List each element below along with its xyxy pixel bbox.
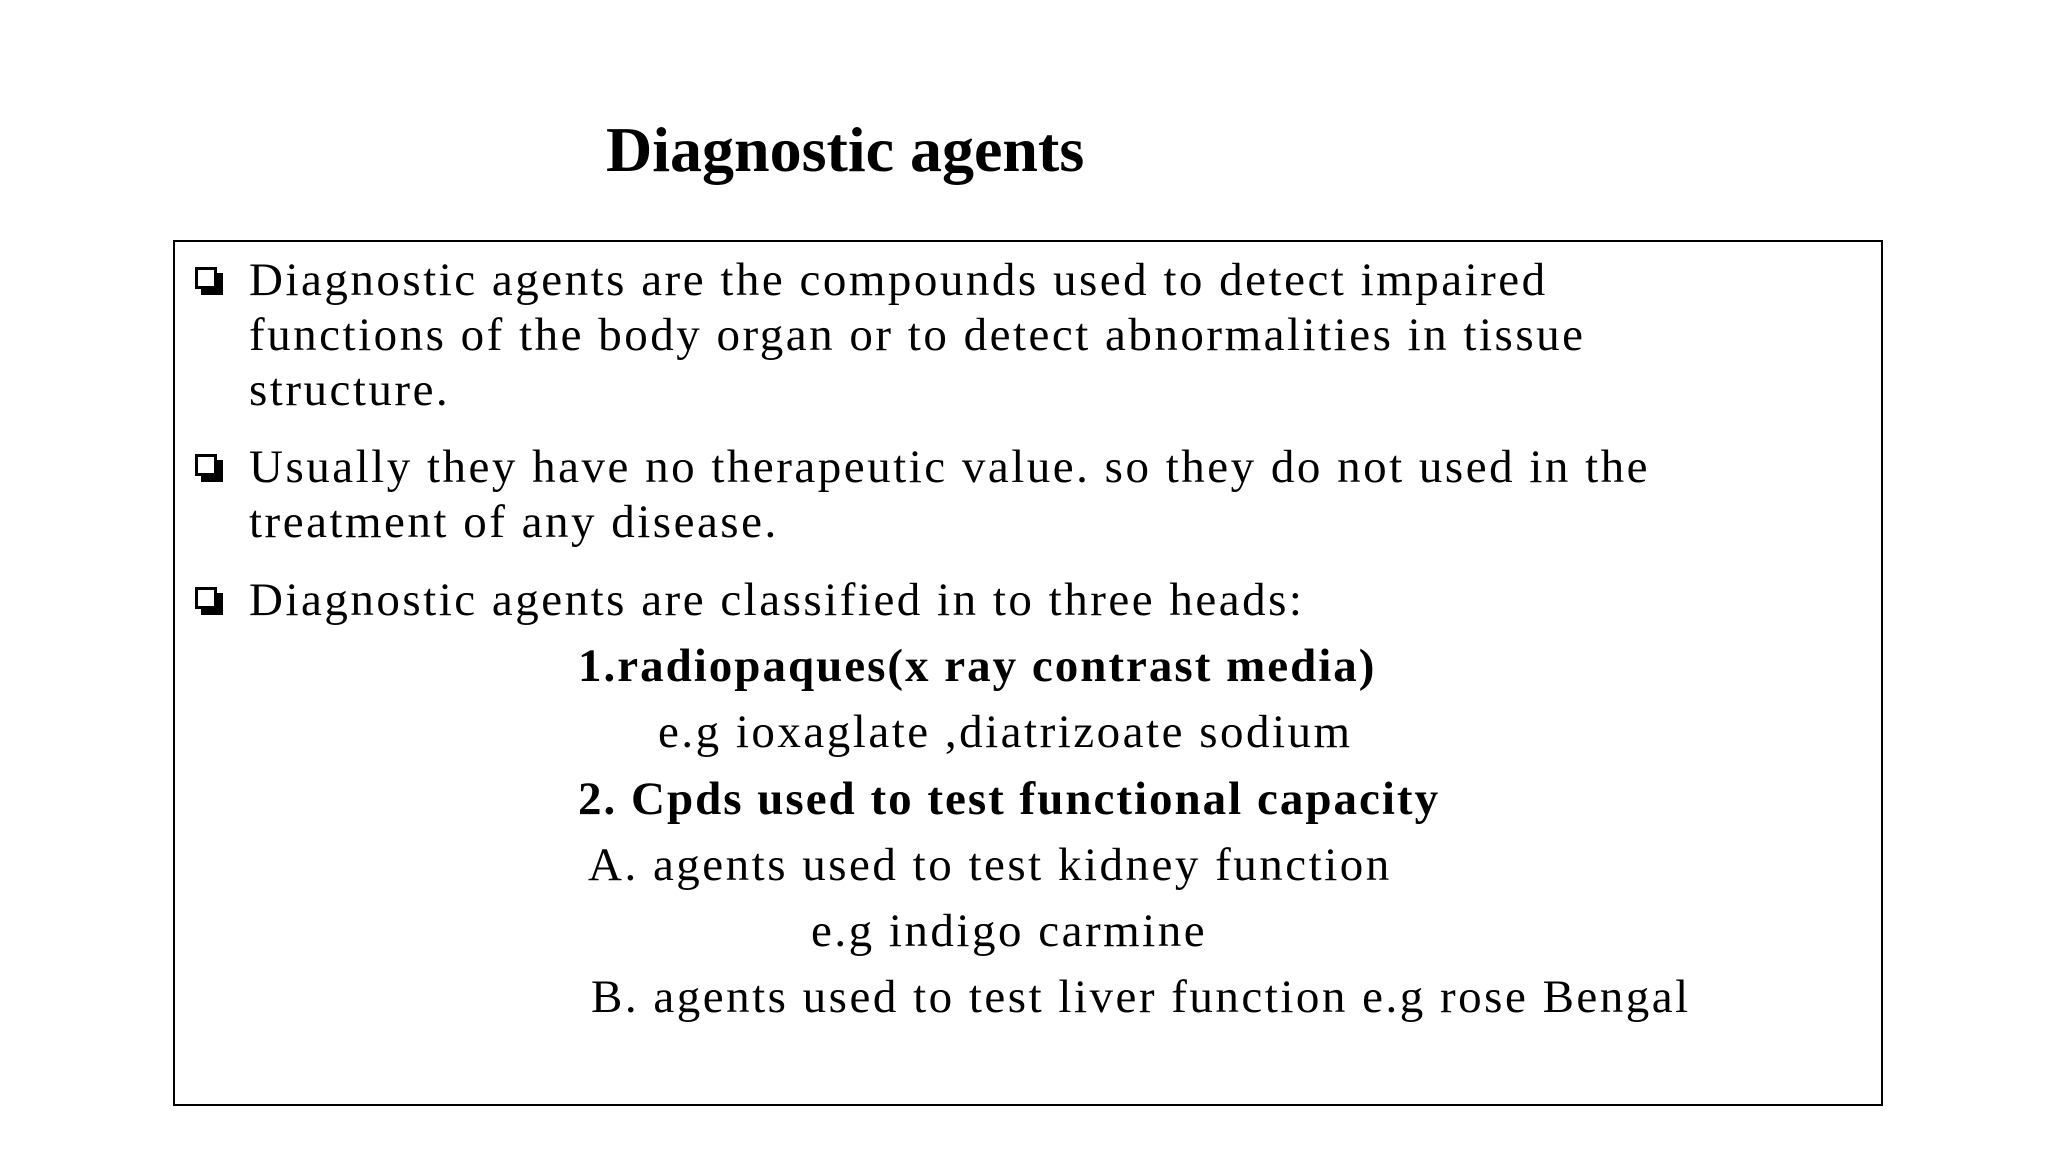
- bullet-line: structure.: [249, 364, 451, 416]
- checkbox-bullet-icon: [195, 267, 224, 296]
- content-box: [173, 240, 1883, 1106]
- class-heading-functional-capacity: 2. Cpds used to test functional capacity: [578, 773, 1441, 825]
- bullet-item-definition: [195, 253, 1855, 418]
- class-heading-radiopaques: 1.radiopaques(x ray contrast media): [578, 640, 1377, 692]
- bullet-item-classification: [195, 573, 1855, 628]
- subclass-liver-function: B. agents used to test liver function e.g rose Bengal: [591, 971, 1691, 1023]
- checkbox-bullet-icon: [195, 454, 224, 483]
- bullet-line: Diagnostic agents are classified in to three heads:: [249, 574, 1305, 626]
- checkbox-bullet-icon: [195, 587, 224, 616]
- bullet-item-therapeutic-value: [195, 440, 1855, 550]
- subclass-kidney-function: A. agents used to test kidney function: [588, 839, 1392, 891]
- bullet-line: treatment of any disease.: [249, 496, 779, 548]
- subclass-kidney-example: e.g indigo carmine: [811, 905, 1208, 957]
- bullet-line: functions of the body organ or to detect abnormalities in tissue: [249, 309, 1586, 361]
- slide-title: Diagnostic agents: [606, 114, 1085, 185]
- bullet-line: Diagnostic agents are the compounds used to detect impaired: [249, 254, 1548, 306]
- class-example-radiopaques: e.g ioxaglate ,diatrizoate sodium: [658, 706, 1353, 758]
- bullet-line: Usually they have no therapeutic value. so they do not used in the: [249, 441, 1651, 493]
